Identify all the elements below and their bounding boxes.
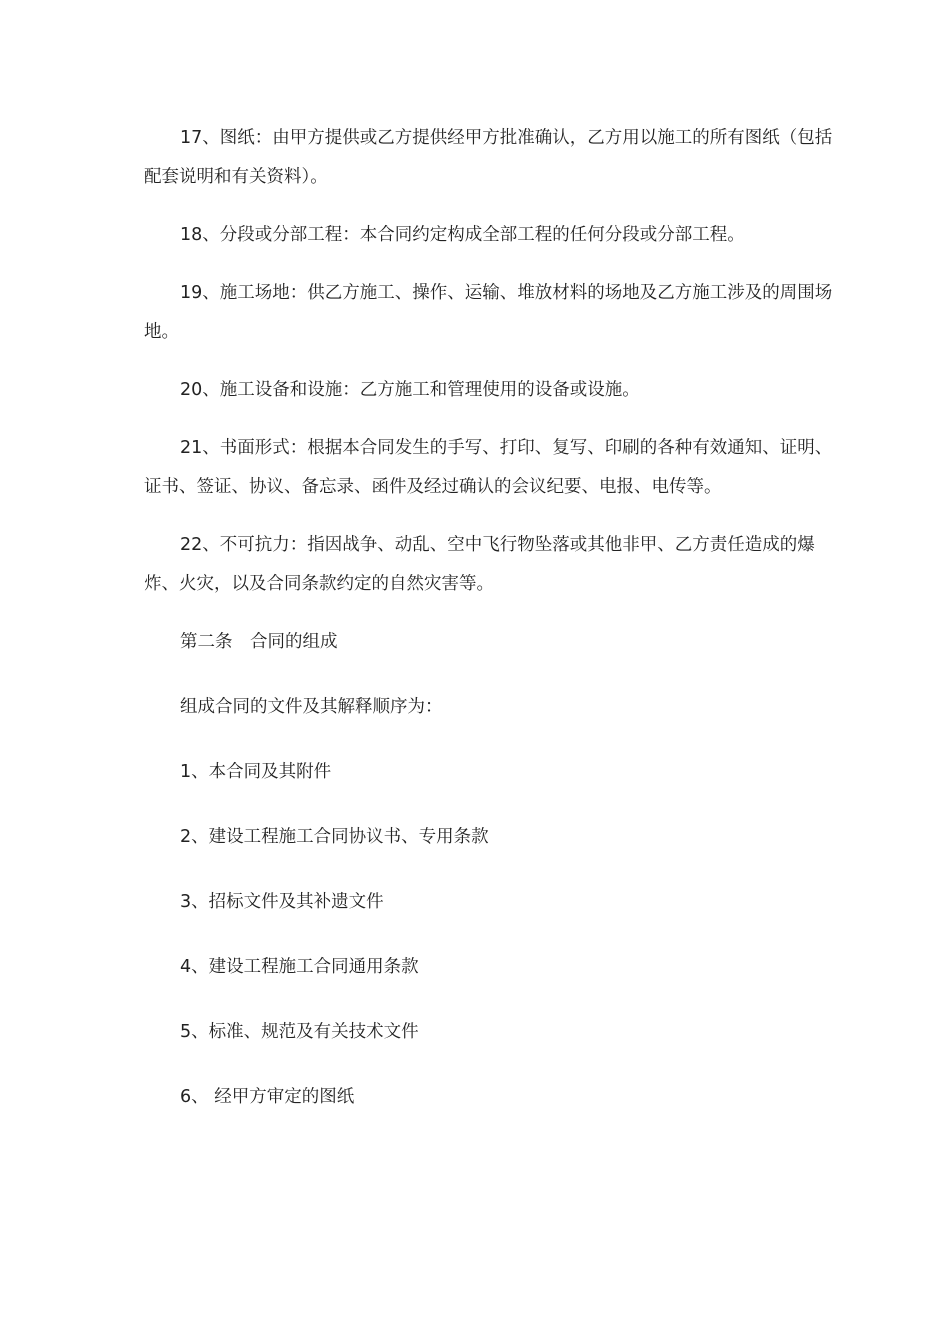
definition-22: 22、不可抗力：指因战争、动乱、空中飞行物坠落或其他非甲、乙方责任造成的爆炸、火灾，以及合同条款约定的自然灾害等。 — [144, 535, 815, 594]
document-body — [144, 119, 844, 1143]
component-item-3: 3、招标文件及其补遗文件 — [180, 892, 384, 912]
component-item-6: 6、 经甲方审定的图纸 — [180, 1087, 355, 1107]
section-intro: 组成合同的文件及其解释顺序为： — [180, 697, 443, 717]
definition-19: 19、施工场地：供乙方施工、操作、运输、堆放材料的场地及乙方施工涉及的周围场地。 — [144, 283, 833, 342]
definition-21: 21、书面形式：根据本合同发生的手写、打印、复写、印刷的各种有效通知、证明、证书、签证、协议、备忘录、函件及经过确认的会议纪要、电报、电传等。 — [144, 438, 833, 497]
definition-18: 18、分段或分部工程：本合同约定构成全部工程的任何分段或分部工程。 — [180, 225, 745, 245]
component-item-1: 1、本合同及其附件 — [180, 762, 332, 782]
definition-20: 20、施工设备和设施：乙方施工和管理使用的设备或设施。 — [180, 380, 640, 400]
section-heading: 第二条 合同的组成 — [180, 632, 338, 652]
component-item-4: 4、建设工程施工合同通用条款 — [180, 957, 419, 977]
definition-17: 17、图纸：由甲方提供或乙方提供经甲方批准确认，乙方用以施工的所有图纸（包括配套说明和有关资料）。 — [144, 128, 833, 187]
component-item-2: 2、建设工程施工合同协议书、专用条款 — [180, 827, 489, 847]
component-item-5: 5、标准、规范及有关技术文件 — [180, 1022, 419, 1042]
